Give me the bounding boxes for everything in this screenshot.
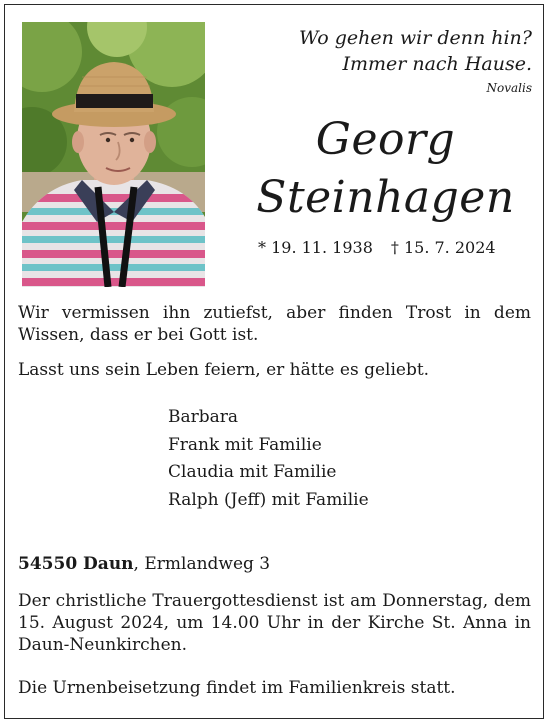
family-member: Frank mit Familie xyxy=(168,434,322,455)
family-member: Claudia mit Familie xyxy=(168,462,337,482)
last-name: Steinhagen xyxy=(256,172,515,223)
celebrate-paragraph: Lasst uns sein Leben feiern, er hätte es geliebt. xyxy=(18,360,430,380)
birth-date: * 19. 11. 1938 xyxy=(258,238,373,257)
first-name: Georg xyxy=(315,114,456,165)
burial-paragraph: Die Urnenbeisetzung findet im Familienkreis statt. xyxy=(18,678,456,698)
life-dates xyxy=(258,237,496,259)
death-date: † 15. 7. 2024 xyxy=(390,238,496,257)
address xyxy=(18,553,270,575)
family-member: Barbara xyxy=(168,407,239,427)
family-list xyxy=(168,404,369,514)
quote-line-2: Immer nach Hause. xyxy=(342,53,532,75)
service-paragraph: Der christliche Trauergottesdienst ist am Donnerstag, dem 15. August 2024, um 14.00 Uhr in der Kirche St. Anna in Daun-Neunkirchen. xyxy=(18,591,531,655)
address-city: 54550 Daun xyxy=(18,554,134,574)
quote xyxy=(299,25,532,97)
family-member: Ralph (Jeff) mit Familie xyxy=(168,489,369,510)
condolence-paragraph: Wir vermissen ihn zutiefst, aber finden Trost in dem Wissen, dass er bei Gott ist. xyxy=(18,303,531,345)
quote-author: Novalis xyxy=(486,81,532,95)
portrait-photo xyxy=(22,22,205,287)
address-street: , Ermlandweg 3 xyxy=(133,554,271,574)
quote-line-1: Wo gehen wir denn hin? xyxy=(298,27,532,49)
